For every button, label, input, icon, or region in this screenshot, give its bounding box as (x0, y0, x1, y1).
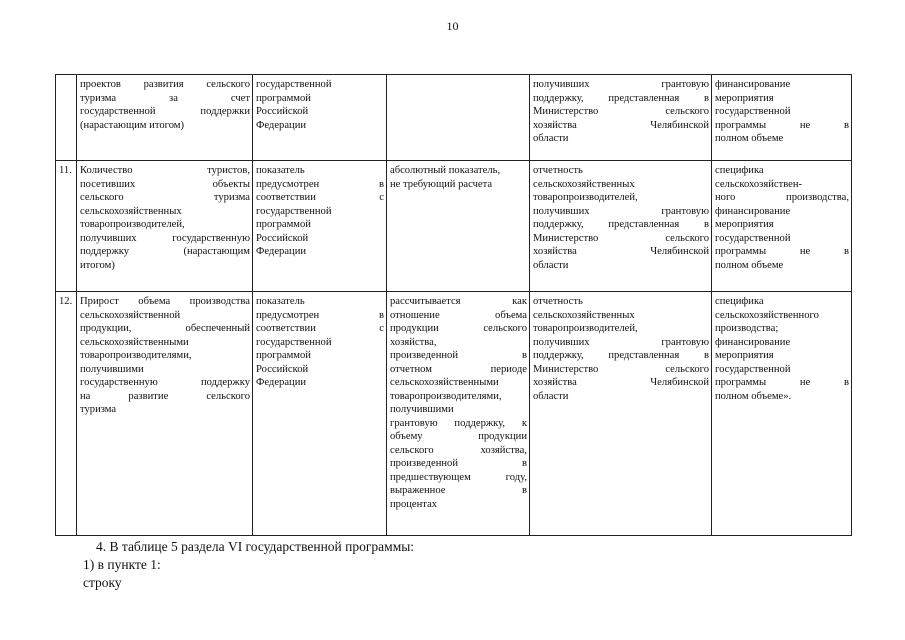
cell-text-line: посетивших объекты (80, 178, 250, 190)
cell-text-line: поддержку, представленная в (533, 92, 709, 104)
indicator-name-cell (77, 161, 253, 292)
cell-text-line: области (533, 133, 569, 144)
table-row (56, 292, 852, 536)
calculation-method-cell (387, 75, 530, 161)
cell-text-line: продукции, обеспеченный (80, 323, 250, 334)
cell-text-line: программы не в (715, 377, 849, 388)
page-number: 10 (446, 19, 459, 33)
cell-text-line: объему продукции (390, 431, 527, 442)
cell-text-line: туризма (80, 404, 117, 415)
cell-text-line: абсолютный показатель, (390, 165, 501, 176)
cell-text-line: отношение объема (390, 309, 527, 321)
cell-text-line: Российской (256, 106, 309, 117)
cell-text-line: туризма за счет (80, 92, 250, 104)
cell-text-line: сельскохозяйственного (715, 309, 819, 321)
cell-text-line: государственной (256, 336, 332, 348)
cell-text-line: государственной (715, 363, 791, 375)
cell-text-line: финансирование (715, 205, 791, 217)
cell-text-line: получивших грантовую (533, 336, 709, 348)
cell-text-line: (нарастающим итогом) (80, 119, 185, 131)
cell-text-line: отчетном периоде (390, 363, 527, 375)
cell-text-line: производства; (715, 323, 779, 334)
cell-text-line: Российской (256, 232, 309, 244)
cell-text-line: мероприятия (715, 92, 774, 104)
row-number-cell: 12. (56, 292, 77, 536)
amendment-subparagraph: 1) в пункте 1: (83, 557, 161, 572)
cell-text-line: показатель (256, 296, 305, 307)
cell-text-line: государственную поддержку (80, 377, 250, 388)
cell-text-line: хозяйства Челябинской (533, 119, 709, 131)
cell-text-line: финансирование (715, 79, 791, 90)
cell-text-line: процентах (390, 498, 438, 510)
cell-text-line: финансирование (715, 336, 791, 348)
cell-text-line: получивших грантовую (533, 79, 709, 90)
cell-text-line: сельскохозяйственных (533, 178, 635, 190)
cell-text-line: соответствии с (256, 323, 384, 334)
amendment-paragraph: 4. В таблице 5 раздела VI государственной программы: (96, 539, 415, 554)
cell-text-line: отчетность (533, 296, 583, 307)
cell-text-line: получивших государственную (80, 232, 250, 244)
cell-text-line: государственной поддержки (80, 106, 250, 117)
cell-text-line: соответствии с (256, 192, 384, 203)
indicator-name-cell (77, 75, 253, 161)
cell-text-line: получивших грантовую (533, 205, 709, 217)
cell-text-line: товаропроизводителей, (80, 219, 185, 230)
cell-text-line: сельскохозяйственными (390, 377, 499, 388)
cell-text-line: предшествующем году, (390, 471, 527, 483)
cell-text-line: предусмотрен в (256, 309, 384, 321)
cell-text-line: Федерации (256, 119, 307, 131)
cell-text-line: Министерство сельского (533, 363, 709, 375)
cell-text-line: сельскохозяйственной (80, 309, 181, 321)
cell-text-line: специфика (715, 165, 764, 176)
cell-text-line: области (533, 259, 569, 271)
cell-text-line: программы не в (715, 246, 849, 257)
risk-factors-cell (712, 292, 852, 536)
cell-text-line: государственной (256, 79, 332, 90)
cell-text-line: получившими (80, 363, 144, 375)
cell-text-line: проектов развития сельского (80, 79, 250, 90)
cell-text-line: поддержку, представленная в (533, 219, 709, 230)
cell-text-line: грантовую поддержку, к (390, 417, 527, 429)
cell-text-line: области (533, 390, 569, 402)
cell-text-line: хозяйства, (390, 336, 437, 348)
cell-text-line: сельскохозяйствен- (715, 178, 803, 190)
cell-text-line: поддержку, представленная в (533, 350, 709, 361)
row-number-cell: 11. (56, 161, 77, 292)
row-number-cell (56, 75, 77, 161)
calculation-method-cell (387, 292, 530, 536)
cell-text-line: сельского туризма (80, 192, 250, 203)
cell-text-line: произведенной в (390, 458, 527, 469)
risk-factors-cell (712, 75, 852, 161)
cell-text-line: не требующий расчета (390, 178, 493, 190)
cell-text-line: программой (256, 92, 311, 104)
cell-text-line: товаропроизводителями, (390, 390, 502, 402)
cell-text-line: Федерации (256, 377, 307, 388)
cell-text-line: Министерство сельского (533, 106, 709, 117)
cell-text-line: специфика (715, 296, 764, 307)
cell-text-line: полном объеме (715, 133, 784, 144)
cell-text-line: полном объеме». (715, 390, 792, 402)
basis-cell (253, 75, 387, 161)
cell-text-line: итогом) (80, 259, 115, 271)
cell-text-line: показатель (256, 165, 305, 176)
data-source-cell (530, 292, 712, 536)
cell-text-line: хозяйства Челябинской (533, 246, 709, 257)
data-source-cell (530, 75, 712, 161)
cell-text-line: выраженное в (390, 485, 527, 496)
cell-text-line: сельскохозяйственных (80, 205, 182, 217)
cell-text-line: рассчитывается как (390, 296, 527, 307)
cell-text-line: государственной (256, 205, 332, 217)
cell-text-line: государственной (715, 106, 791, 117)
cell-text-line: сельскохозяйственных (533, 309, 635, 321)
cell-text-line: на развитие сельского (80, 390, 250, 402)
cell-text-line: поддержку (нарастающим (80, 246, 250, 257)
cell-text-line: сельского хозяйства, (390, 444, 527, 456)
calculation-method-cell (387, 161, 530, 292)
cell-text-line: отчетность (533, 165, 583, 176)
indicator-table (55, 74, 852, 536)
cell-text-line: полном объеме (715, 259, 784, 271)
cell-text-line: мероприятия (715, 350, 774, 361)
cell-text-line: Количество туристов, (80, 165, 250, 176)
cell-text-line: произведенной в (390, 350, 527, 361)
cell-text-line: товаропроизводителей, (533, 192, 638, 203)
cell-text-line: получившими (390, 404, 454, 415)
risk-factors-cell (712, 161, 852, 292)
cell-text-line: Министерство сельского (533, 232, 709, 244)
cell-text-line: Российской (256, 363, 309, 375)
cell-text-line: хозяйства Челябинской (533, 377, 709, 388)
cell-text-line: Прирост объема производства (80, 296, 250, 307)
cell-text-line: товаропроизводителями, (80, 350, 192, 361)
cell-text-line: предусмотрен в (256, 178, 384, 190)
cell-text-line: мероприятия (715, 219, 774, 230)
cell-text-line: товаропроизводителей, (533, 323, 638, 334)
cell-text-line: ного производства, (715, 192, 849, 203)
indicator-name-cell (77, 292, 253, 536)
table-row (56, 161, 852, 292)
basis-cell (253, 161, 387, 292)
cell-text-line: сельскохозяйственными (80, 336, 189, 348)
cell-text-line: программой (256, 219, 311, 230)
basis-cell (253, 292, 387, 536)
data-source-cell (530, 161, 712, 292)
cell-text-line: программы не в (715, 119, 849, 131)
table-row (56, 75, 852, 161)
cell-text-line: Федерации (256, 246, 307, 257)
cell-text-line: продукции сельского (390, 323, 527, 334)
cell-text-line: программой (256, 350, 311, 361)
amendment-text-line: строку (83, 575, 122, 590)
cell-text-line: государственной (715, 232, 791, 244)
